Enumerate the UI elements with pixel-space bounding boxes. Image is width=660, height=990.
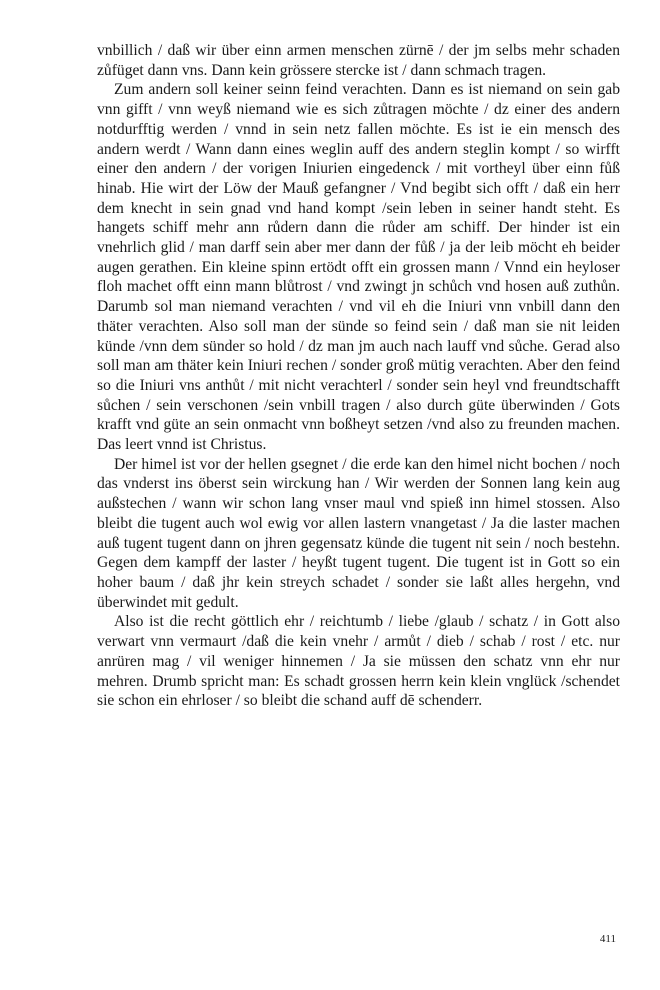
body-text [97, 41, 620, 711]
page-number: 411 [599, 933, 616, 945]
paragraph-4: Also ist die recht göttlich ehr / reichtumb / liebe /glaub / schatz / in Gott also verwart vnn vermaurt /daß die kein vnehr / armůt / dieb / schab / rost / etc. nur anrüren mag / vil weniger hinnemen / Ja sie müssen den schatz vnn ehr nur mehren. Drumb spricht man: Es schadt grossen herrn kein klein vnglück /schendet sie schon ein ehrloser / so bleibt die schand auff dē schenderr. [97, 613, 620, 710]
paragraph-3: Der himel ist vor der hellen gsegnet / die erde kan den himel nicht bochen / noch das vnderst ins öberst sein wirckung han / Wir werden der Sonnen lang kein aug außstechen / wann wir schon lang vnser maul vnd spieß inn himel stossen. Also bleibt die tugent auch wol ewig vor allen lastern vnangetast / Ja die laster machen auß tugent tugent dann on jhren gegensatz künde die tugent nit sein / noch bestehn. Gegen dem kampff der laster / heyßt tugent tugent. Die tugent ist in Gott so ein hoher baum / daß jhr kein streych schadet / sonder sie laßt alles hergehn, vnd überwindet mit gedult. [97, 455, 620, 611]
paragraph-1: vnbillich / daß wir über einn armen menschen zürnē / der jm selbs mehr schaden zůfüget dann vns. Dann kein grössere stercke ist / dann schmach tragen. [97, 42, 620, 79]
paragraph-2: Zum andern soll keiner seinn feind verachten. Dann es ist niemand on sein gab vnn gifft / vnn weyß niemand wie es sich zůtragen möchte / dz einer des andern notdurfftig werden / vnnd in sein netz fallen möchte. Es ist ie ein mensch des andern werdt / Wann dann eines weglin auff des andern steglin kompt / so wirfft einer den andern / der vorigen Iniurien eingedenck / mit vortheyl über einn fůß hinab. Hie wirt der Löw der Mauß gefangner / Vnd begibt sich offt / daß ein herr dem knecht in sein gnad vnd hand kompt /sein leben in seiner handt steht. Es hangets schiff mehr ann růdern dann die růder am schiff. Der hinder ist ein vnehrlich glid / man darff sein aber mer dann der fůß / ja der leib möcht eh beider augen gerathen. Ein kleine spinn ertödt offt ein grossen mann / Vnnd ein heyloser floh machet offt einn mann blůtrost / vnd zwingt jn schůch vnd hosen auß zuthůn. Darumb sol man niemand verachten / vnd vil eh die Iniuri vnn vnbill dann den thäter verachten. Also soll man der sünde so feind sein / daß man sie nit leiden künde /vnn dem sünder so hold / dz man jm auch nach lauff vnd sůche. Gerad also soll man am thäter kein Iniuri rechen / sonder groß mütig verachten. Aber den feind so die Iniuri vns anthůt / mit nicht verachterl / sonder sein heyl vnd freundtschafft sůchen / sein verschonen /sein vnbill tragen / also durch güte überwinden / Gots krafft vnd güte an sein onmacht vnn boßheyt setzen /vnd also zu freunden machen. Das leert vnnd ist Christus. [97, 81, 620, 454]
